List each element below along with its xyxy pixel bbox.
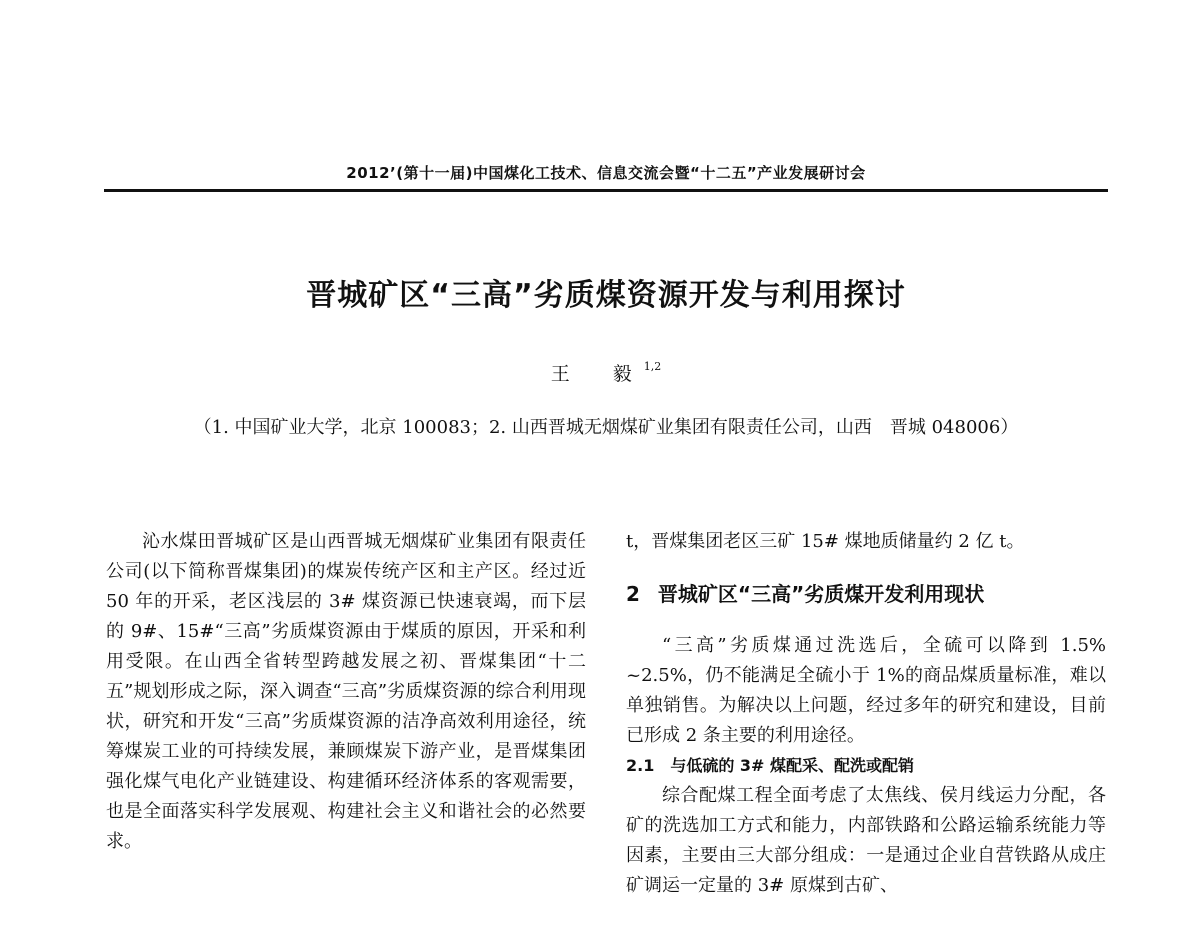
- right-column: [626, 527, 1106, 901]
- section-2-title: 晋城矿区“三高”劣质煤开发利用现状: [657, 582, 985, 606]
- continuation-paragraph: t，晋煤集团老区三矿 15# 煤地质储量约 2 亿 t。: [626, 531, 1025, 552]
- subsection-2-1-heading: 2.1 与低硫的 3# 煤配采、配洗或配销: [626, 756, 915, 775]
- left-column: [106, 527, 586, 857]
- section-2-heading: [626, 579, 1106, 609]
- subsection-2-1-paragraph: 综合配煤工程全面考虑了太焦线、侯月线运力分配，各矿的洗选加工方式和能力，内部铁路和公路运输系统能力等因素，主要由三大部分组成：一是通过企业自营铁路从成庄矿调运一定量的 3# 原煤到古矿、: [626, 785, 1106, 896]
- header-rule: [104, 189, 1108, 192]
- affiliation: （1. 中国矿业大学，北京 100083；2. 山西晋城无烟煤矿业集团有限责任公司，山西 晋城 048006）: [193, 417, 1019, 438]
- section-2-number: 2: [626, 582, 640, 606]
- article-title: 晋城矿区“三高”劣质煤资源开发与利用探讨: [306, 278, 906, 313]
- running-header: 2012’(第十一届)中国煤化工技术、信息交流会暨“十二五”产业发展研讨会: [346, 164, 866, 182]
- intro-paragraph: 沁水煤田晋城矿区是山西晋城无烟煤矿业集团有限责任公司(以下简称晋煤集团)的煤炭传统产区和主产区。经过近 50 年的开采，老区浅层的 3# 煤资源已快速衰竭，而下层的 9#、15#“三高”劣质煤资源由于煤质的原因，开采和利用受限。在山西全省转型跨越发展之初、晋煤集团“十二五”规划形成之际，深入调查“三高”劣质煤资源的综合利用现状，研究和开发“三高”劣质煤资源的洁净高效利用途径，统筹煤炭工业的可持续发展，兼顾煤炭下游产业，是晋煤集团强化煤气电化产业链建设、构建循环经济体系的客观需要，也是全面落实科学发展观、构建社会主义和谐社会的必然要求。: [106, 531, 586, 852]
- author-name: 王 毅: [550, 363, 644, 385]
- section-2-paragraph: “三高”劣质煤通过洗选后，全硫可以降到 1.5% ~2.5%，仍不能满足全硫小于 1%的商品煤质量标准，难以单独销售。为解决以上问题，经过多年的研究和建设，目前已形成 2 条主要的利用途径。: [626, 635, 1106, 746]
- author-affiliation-marker: 1,2: [643, 360, 662, 373]
- author-line: [104, 359, 1108, 386]
